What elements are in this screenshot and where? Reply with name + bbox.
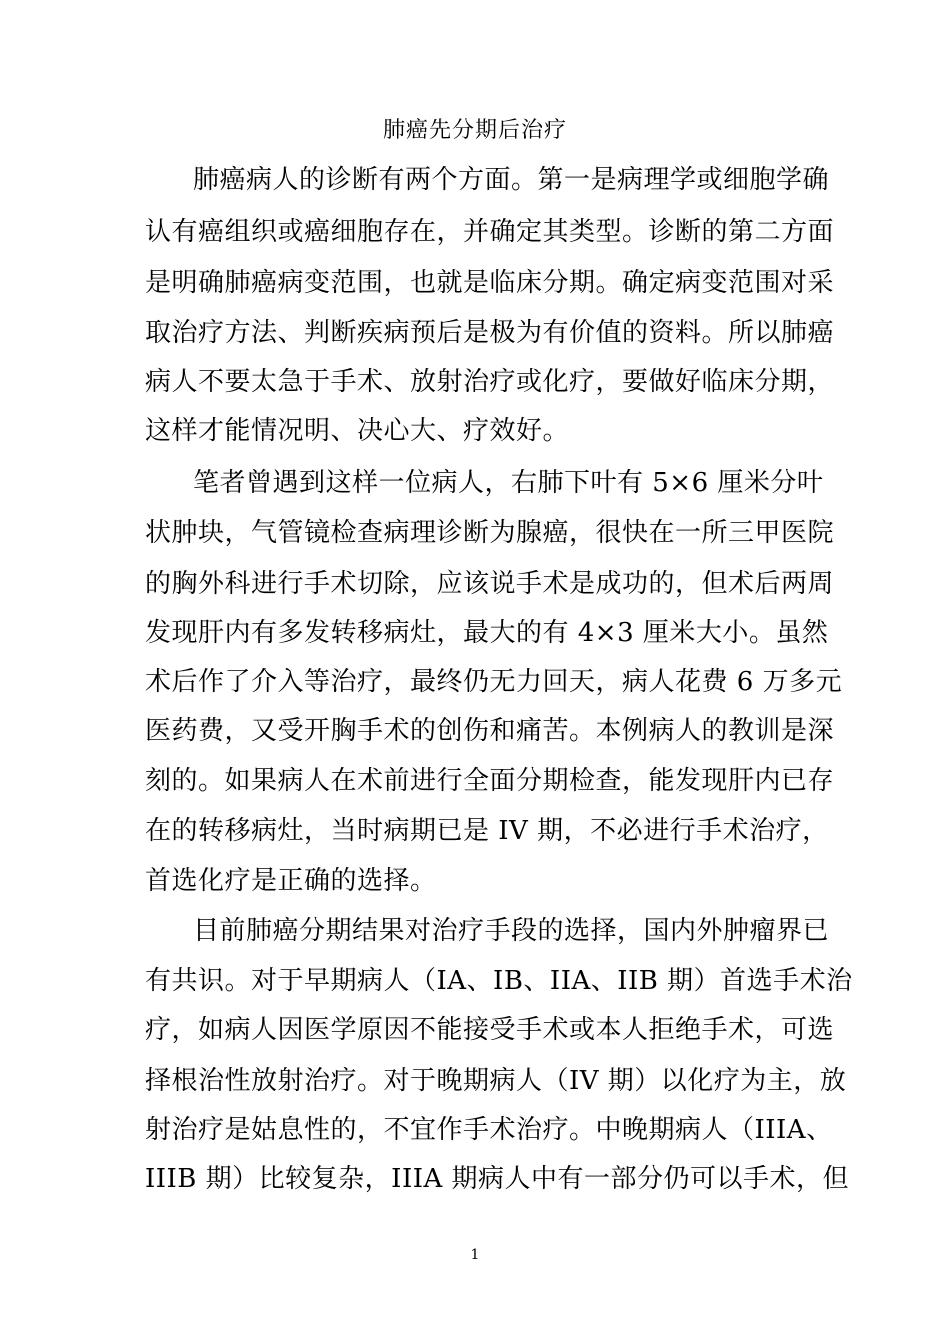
paragraph-2-line-7: 刻的。如果病人在术前进行全面分期检查，能发现肝内已存 bbox=[145, 766, 835, 796]
paragraph-2-line-4: 发现肝内有多发转移病灶，最大的有 4×3 厘米大小。虽然 bbox=[145, 618, 829, 648]
paragraph-2-line-8: 在的转移病灶，当时病期已是 IV 期，不必进行手术治疗， bbox=[145, 816, 829, 846]
paragraph-3-line-3: 疗，如病人因医学原因不能接受手术或本人拒绝手术，可选 bbox=[145, 1015, 835, 1045]
paragraph-3-line-6: IIIB 期）比较复杂，IIIA 期病人中有一部分仍可以手术，但 bbox=[145, 1164, 850, 1194]
document-title: 肺癌先分期后治疗 bbox=[382, 118, 567, 143]
paragraph-1-line-6: 这样才能情况明、决心大、疗效好。 bbox=[145, 416, 570, 446]
paragraph-2-line-1: 笔者曾遇到这样一位病人，右肺下叶有 5×6 厘米分叶 bbox=[193, 468, 824, 498]
paragraph-2-line-3: 的胸外科进行手术切除，应该说手术是成功的，但术后两周 bbox=[145, 569, 835, 599]
paragraph-3-line-1: 目前肺癌分期结果对治疗手段的选择，国内外肿瘤界已 bbox=[193, 916, 830, 946]
page-number: 1 bbox=[470, 1247, 480, 1263]
paragraph-3-line-4: 择根治性放射治疗。对于晚期病人（IV 期）以化疗为主，放 bbox=[145, 1066, 847, 1096]
paragraph-1-line-2: 认有癌组织或癌细胞存在，并确定其类型。诊断的第二方面 bbox=[145, 217, 835, 247]
paragraph-1-line-3: 是明确肺癌病变范围，也就是临床分期。确定病变范围对采 bbox=[145, 268, 835, 298]
paragraph-2-line-5: 术后作了介入等治疗，最终仍无力回天，病人花费 6 万多元 bbox=[145, 667, 843, 697]
paragraph-1-line-1: 肺癌病人的诊断有两个方面。第一是病理学或细胞学确 bbox=[193, 165, 830, 195]
paragraph-2-line-6: 医药费，又受开胸手术的创伤和痛苦。本例病人的教训是深 bbox=[145, 716, 835, 746]
paragraph-3-line-5: 射治疗是姑息性的，不宜作手术治疗。中晚期病人（IIIA、 bbox=[145, 1115, 833, 1145]
paragraph-2-line-2: 状肿块，气管镜检查病理诊断为腺癌，很快在一所三甲医院 bbox=[145, 518, 835, 548]
paragraph-1-line-4: 取治疗方法、判断疾病预后是极为有价值的资料。所以肺癌 bbox=[145, 318, 835, 348]
paragraph-1-line-5: 病人不要太急于手术、放射治疗或化疗，要做好临床分期， bbox=[145, 367, 835, 397]
paragraph-2-line-9: 首选化疗是正确的选择。 bbox=[145, 866, 437, 896]
paragraph-3-line-2: 有共识。对于早期病人（IA、IB、IIA、IIB 期）首选手术治 bbox=[145, 966, 853, 996]
